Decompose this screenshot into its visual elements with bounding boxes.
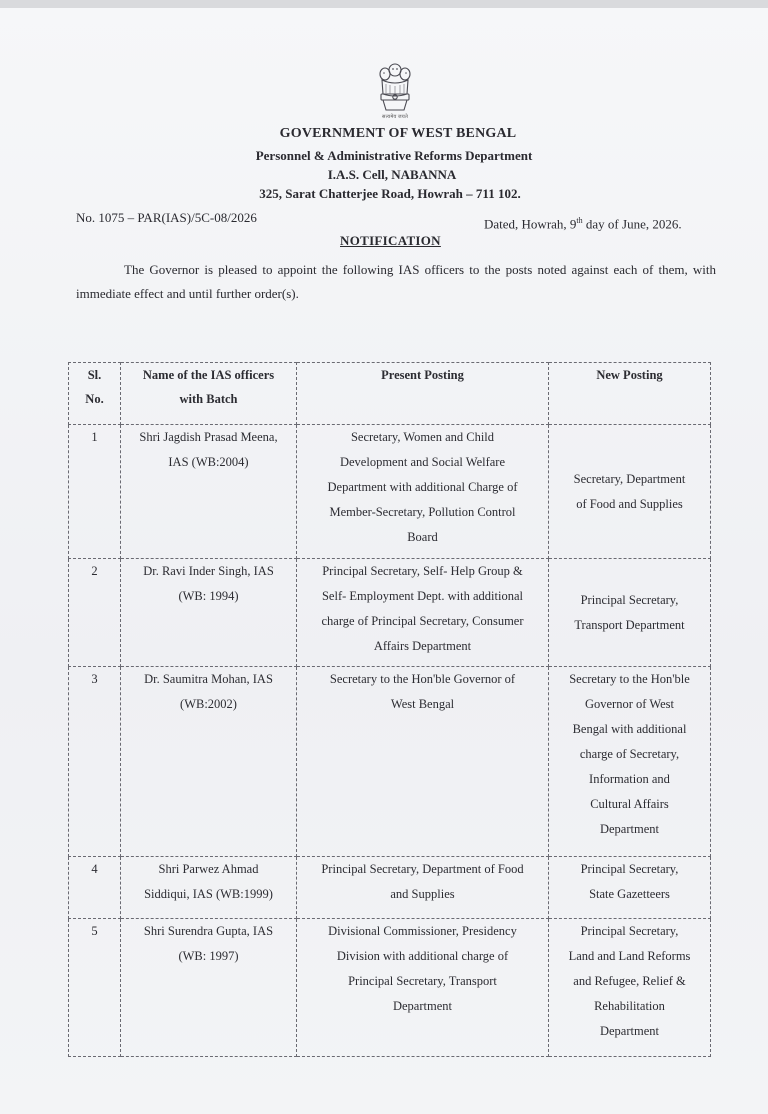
cell-line: (WB:2002) <box>180 697 237 711</box>
table-row <box>69 857 711 919</box>
cell-sl-no: 1 <box>69 425 121 559</box>
cell-line: Self- Employment Dept. with additional <box>321 589 523 603</box>
dated-line <box>484 216 682 232</box>
cell-line: Transport Department <box>574 617 685 632</box>
notification-title: NOTIFICATION <box>340 233 441 248</box>
cell-line: Rehabilitation <box>594 999 665 1013</box>
memo-number: No. 1075 – PAR(IAS)/5C-08/2026 <box>76 210 257 225</box>
cell-line: and Supplies <box>390 887 455 901</box>
cell-line: Shri Parwez Ahmad <box>158 862 259 876</box>
cell-line: State Gazetteers <box>589 887 670 901</box>
cell-line: (WB: 1997) <box>178 949 239 963</box>
cell-line: Dr. Ravi Inder Singh, IAS <box>143 564 274 578</box>
cell-line: Department <box>599 822 659 836</box>
cell-line: Member-Secretary, Pollution Control <box>329 505 516 519</box>
cell-line: Affairs Department <box>373 639 472 653</box>
cell-line: IAS (WB:2004) <box>168 455 249 469</box>
table-row <box>69 425 711 559</box>
header-new-posting: New Posting <box>549 363 711 425</box>
cell-line: Land and Land Reforms <box>568 949 691 963</box>
cell-line: Department with additional Charge of <box>327 480 518 494</box>
cell-present-posting <box>297 559 549 667</box>
cell-line: Secretary, Women and Child <box>350 430 495 444</box>
postings-table <box>68 362 711 1057</box>
cell-line: Sl. <box>87 368 102 382</box>
cell-line: Dr. Saumitra Mohan, IAS <box>144 672 273 686</box>
scan-top-edge <box>0 0 768 8</box>
cell-line: charge of Principal Secretary, Consumer <box>321 614 524 628</box>
header-officer-name <box>121 363 297 425</box>
cell-present-posting <box>297 857 549 919</box>
cell-line: Principal Secretary, <box>580 862 679 876</box>
cell-line: Information and <box>589 772 670 786</box>
cell-sl-no: 4 <box>69 857 121 919</box>
cell-line: Board <box>407 530 438 544</box>
cell-officer-name <box>121 559 297 667</box>
cell-line: Principal Secretary, <box>580 592 679 607</box>
cell-line: Division with additional charge of <box>336 949 509 963</box>
cell-officer-name <box>121 425 297 559</box>
government-title: GOVERNMENT OF WEST BENGAL <box>279 126 517 141</box>
cell-line: Shri Surendra Gupta, IAS <box>143 924 274 938</box>
cell-name: I.A.S. Cell, NABANNA <box>327 167 457 182</box>
cell-line: Secretary to the Hon'ble Governor of <box>329 672 516 686</box>
cell-new-posting <box>549 425 711 559</box>
cell-officer-name <box>121 919 297 1057</box>
cell-new-posting <box>549 857 711 919</box>
state-emblem-icon <box>374 60 416 122</box>
body-text: The Governor is pleased to appoint the following IAS officers to the posts noted against each of them, with immediate effect and until further order(s). <box>76 262 716 301</box>
cell-line: Name of the IAS officers <box>142 368 275 382</box>
cell-line: Divisional Commissioner, Presidency <box>328 924 517 938</box>
cell-present-posting <box>297 425 549 559</box>
header-sl-no <box>69 363 121 425</box>
cell-new-posting <box>549 667 711 857</box>
cell-line: West Bengal <box>390 697 455 711</box>
table-row <box>69 667 711 857</box>
cell-line: Department <box>392 999 452 1013</box>
table-row <box>69 919 711 1057</box>
cell-present-posting <box>297 667 549 857</box>
cell-sl-no: 5 <box>69 919 121 1057</box>
cell-line: Principal Secretary, Transport <box>348 974 497 988</box>
cell-line: Development and Social Welfare <box>339 455 506 469</box>
cell-line: and Refugee, Relief & <box>573 974 686 988</box>
notification-body <box>76 258 716 306</box>
cell-new-posting <box>549 559 711 667</box>
cell-present-posting <box>297 919 549 1057</box>
cell-line: with Batch <box>179 392 238 406</box>
cell-officer-name <box>121 667 297 857</box>
cell-line: of Food and Supplies <box>576 496 683 511</box>
department-name: Personnel & Administrative Reforms Department <box>255 148 533 163</box>
cell-new-posting <box>549 919 711 1057</box>
cell-line: Cultural Affairs <box>590 797 669 811</box>
cell-line: Principal Secretary, <box>580 924 679 938</box>
cell-line: Secretary, Department <box>573 471 686 486</box>
office-address: 325, Sarat Chatterjee Road, Howrah – 711 102. <box>259 186 521 201</box>
cell-line: Siddiqui, IAS (WB:1999) <box>144 887 273 901</box>
cell-line: charge of Secretary, <box>579 747 680 761</box>
cell-sl-no: 3 <box>69 667 121 857</box>
cell-line: Principal Secretary, Department of Food <box>321 862 524 876</box>
cell-line: Shri Jagdish Prasad Meena, <box>139 430 278 444</box>
date-ordinal: th <box>576 216 583 225</box>
header-present-posting: Present Posting <box>297 363 549 425</box>
cell-sl-no: 2 <box>69 559 121 667</box>
cell-line: Department <box>599 1024 659 1038</box>
cell-line: Bengal with additional <box>572 722 687 736</box>
cell-line: No. <box>85 392 104 406</box>
cell-officer-name <box>121 857 297 919</box>
cell-line: (WB: 1994) <box>178 589 239 603</box>
date-suffix: day of June, 2026. <box>582 216 682 232</box>
cell-line: Governor of West <box>584 697 675 711</box>
table-row <box>69 559 711 667</box>
table-header-row <box>69 363 711 425</box>
cell-line: Secretary to the Hon'ble <box>569 672 690 686</box>
emblem-motto: सत्यमेव जयते <box>381 115 408 120</box>
cell-line: Principal Secretary, Self- Help Group & <box>322 564 523 578</box>
date-prefix: Dated, Howrah, 9 <box>484 216 577 232</box>
